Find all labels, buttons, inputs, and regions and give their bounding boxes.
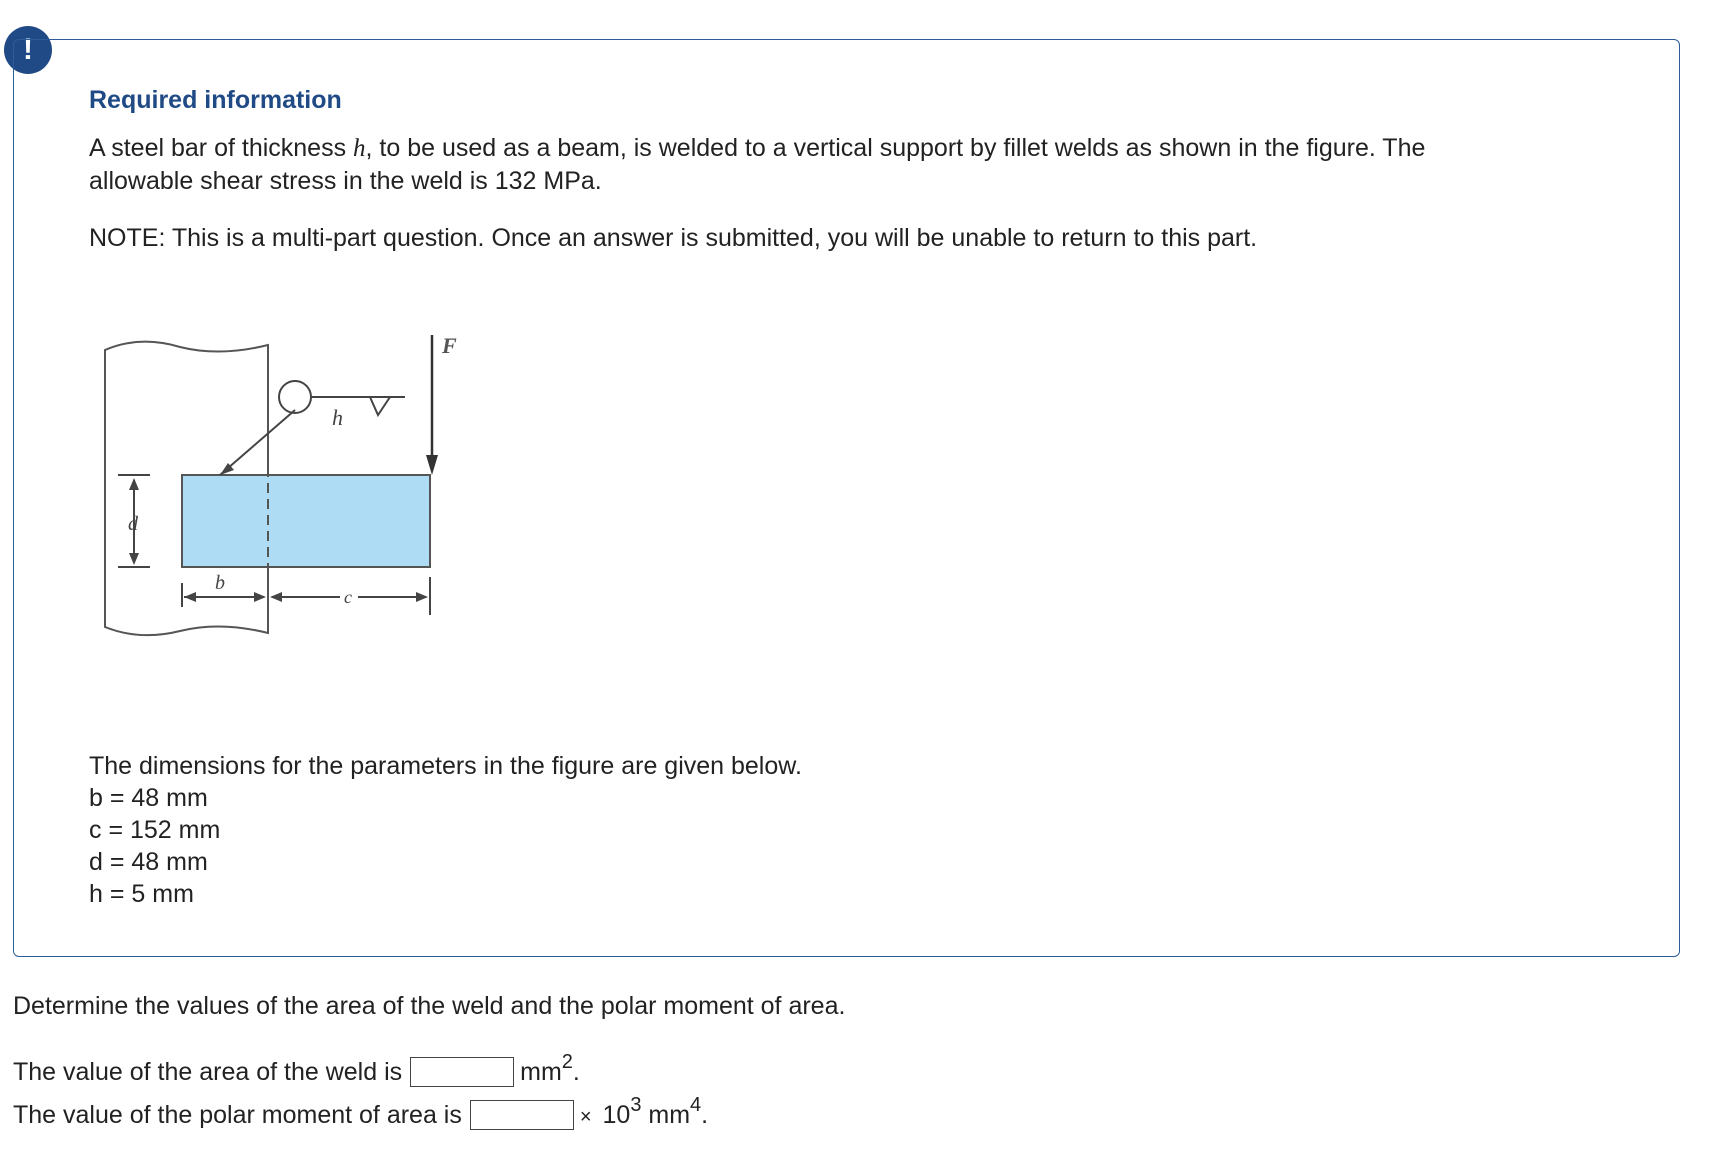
area-answer-row xyxy=(13,1050,580,1087)
weld-leader-line xyxy=(220,410,295,475)
force-arrowhead xyxy=(426,455,438,475)
fillet-weld-symbol xyxy=(370,397,390,415)
dimension-b: b = 48 mm xyxy=(89,784,208,812)
label-d: d xyxy=(128,513,138,535)
weld-figure xyxy=(100,325,500,675)
dimensions-intro: The dimensions for the parameters in the figure are given below. xyxy=(89,752,802,780)
thickness-variable: h xyxy=(353,135,366,162)
area-label: The value of the area of the weld is xyxy=(13,1057,403,1086)
polar-unit: × $10^3$ $mm^4$. xyxy=(579,1093,709,1129)
label-F: F xyxy=(442,333,457,358)
question-text: Determine the values of the area of the weld and the polar moment of area. xyxy=(13,992,846,1020)
label-b: b xyxy=(215,572,225,594)
area-answer-input[interactable] xyxy=(410,1057,514,1087)
label-c: c xyxy=(344,587,352,607)
steel-bar xyxy=(182,475,430,567)
dimensions-list xyxy=(89,782,220,910)
dimension-h: h = 5 mm xyxy=(89,880,194,908)
dimension-d: d = 48 mm xyxy=(89,848,208,876)
area-unit: $mm^2$. xyxy=(520,1050,580,1086)
polar-label: The value of the polar moment of area is xyxy=(13,1100,462,1129)
alert-icon: ! xyxy=(4,26,52,74)
polar-answer-row xyxy=(13,1093,709,1130)
polar-answer-input[interactable] xyxy=(470,1100,574,1130)
weld-all-around-circle xyxy=(279,381,311,413)
required-information-title: Required information xyxy=(89,86,342,114)
multi-part-note: NOTE: This is a multi-part question. Once an answer is submitted, you will be unable to return to this part. xyxy=(89,224,1258,252)
dimension-c: c = 152 mm xyxy=(89,816,221,844)
problem-statement: A steel bar of thickness h, to be used as a beam, is welded to a vertical support by fillet welds as shown in the figure. The allowable shear stress in the weld is 132 MPa. xyxy=(89,134,1426,195)
label-h: h xyxy=(332,405,343,430)
